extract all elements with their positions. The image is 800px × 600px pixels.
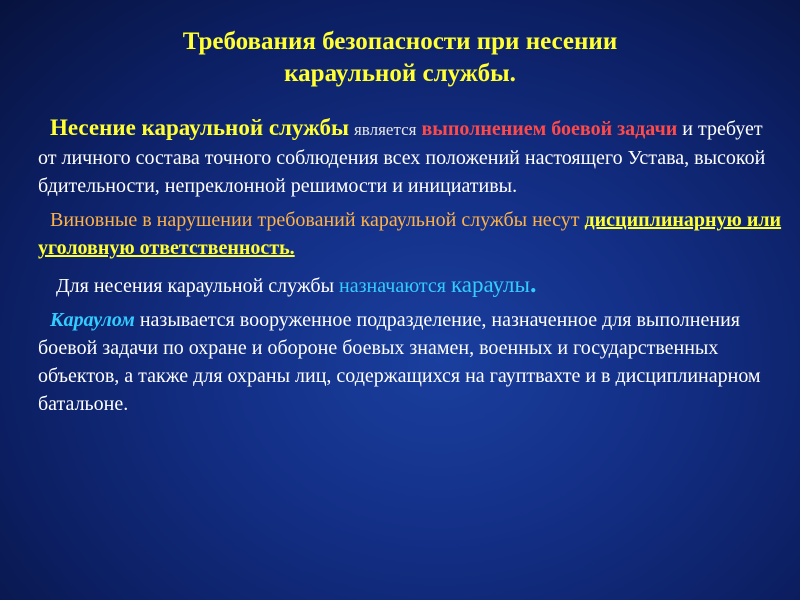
combat-task-highlight: выполнением боевой задачи <box>421 118 678 140</box>
paragraph-definition <box>38 306 786 418</box>
paragraph-guard-duty <box>38 114 786 200</box>
paragraph-responsibility <box>38 206 786 262</box>
guard-duty-rest: и требует от личного состава точного соблюдения всех положений настоящего Устава, высокой бдительности, непреклонной решимости и инициативы. <box>38 118 766 197</box>
assigned-word: назначаются <box>339 275 446 297</box>
responsibility-underlined: дисциплинарную или уголовную ответственность. <box>38 209 782 259</box>
slide-title <box>60 26 740 90</box>
guard-definition: называется вооруженное подразделение, назначенное для выполнения боевой задачи по охране и обороне боевых знамен, военных и государственных объектов, а также для охраны лиц, содержащихся на гауптвахте и в дисциплинарном батальоне. <box>38 309 761 415</box>
is-word: является <box>353 120 417 139</box>
assignment-lead: Для несения караульной службы <box>56 275 335 297</box>
responsibility-lead: Виновные в нарушении требований караульной службы несут <box>50 209 580 231</box>
slide-body <box>38 114 786 424</box>
guards-dot: . <box>529 269 537 298</box>
paragraph-assignment <box>38 270 786 300</box>
guard-duty-lead: Несение караульной службы <box>50 115 349 140</box>
slide-title-line-1: Требования безопасности при несении <box>182 28 618 55</box>
guard-term: Караулом <box>50 309 135 331</box>
slide-title-line-2: караульной службы. <box>284 60 516 87</box>
guards-word: караулы <box>450 272 530 297</box>
